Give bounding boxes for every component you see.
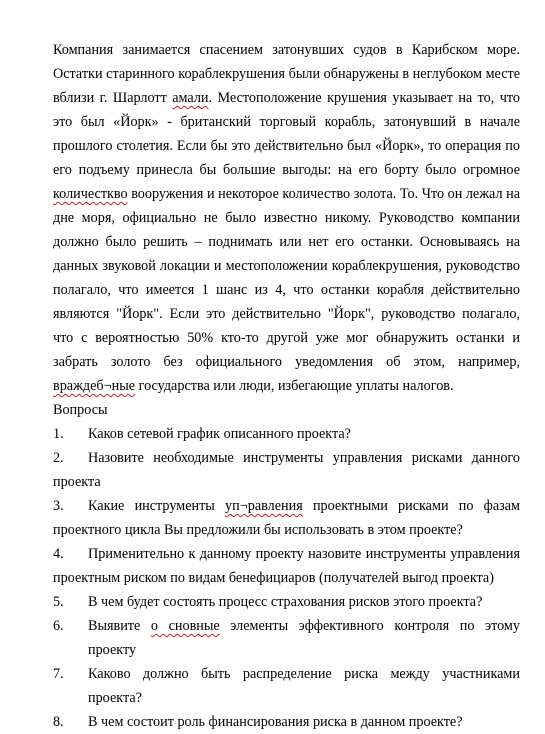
misspelled-word[interactable]: количесткво bbox=[53, 186, 128, 202]
paragraph-text: вооружения и некоторое количество золота. То. Что он лежал на дне моря, официально не было известно никому. Руководство компании должно было решить – поднимать или нет его останки. Основываясь на данных звуковой локации и местоположении кораблекрушения, руководство полагало, что имеется 1 шанс из 4, что останки корабля действительно являются "Йорк". Если это действительно "Йорк", руководство полагало, что с вероятностью 50% кто-то другой уже мог обнаружить останки и забрать золото без официального уведомления об этом, например, bbox=[53, 186, 520, 370]
misspelled-word[interactable]: амали bbox=[172, 90, 209, 106]
question-text: В чем будет состоять процесс страхования рисков этого проекта? bbox=[88, 594, 483, 610]
misspelled-word[interactable]: уп¬равления bbox=[225, 498, 303, 514]
question-text: Применительно к данному проекту назовите инструменты управления проектным риском по видам бенефициаров (получателей выгод проекта) bbox=[53, 546, 520, 586]
question-text: Каково должно быть распределение риска между участниками проекта? bbox=[88, 666, 520, 706]
question-item bbox=[53, 710, 520, 734]
question-item bbox=[53, 422, 520, 446]
paragraph-text: Компания занимается спасением затонувших судов в Карибском море. Остатки старинного кораблекрушения были обнаружены в неглубоком месте вблизи г. Шарлотт bbox=[53, 42, 520, 106]
misspelled-word[interactable]: враждеб¬ные bbox=[53, 378, 136, 394]
question-item bbox=[53, 590, 520, 614]
question-number: 1. bbox=[53, 426, 64, 442]
question-number: 4. bbox=[53, 546, 64, 562]
question-text-part: Выявите bbox=[88, 618, 151, 634]
question-item bbox=[53, 494, 520, 542]
question-text: Назовите необходимые инструменты управления рисками данного проекта bbox=[53, 450, 520, 490]
question-number: 8. bbox=[53, 714, 64, 730]
question-item bbox=[53, 662, 520, 710]
question-item bbox=[53, 446, 520, 494]
questions-heading: Вопросы bbox=[53, 402, 108, 418]
question-number: 7. bbox=[53, 666, 64, 682]
question-text-part: элементы эффективного контроля по этому проекту bbox=[88, 618, 521, 658]
paragraph-text: государства или люди, избегающие уплаты налогов. bbox=[135, 378, 454, 394]
document-page bbox=[53, 38, 520, 734]
question-number: 6. bbox=[53, 618, 64, 634]
misspelled-word[interactable]: о сновные bbox=[150, 618, 220, 634]
question-number: 3. bbox=[53, 498, 64, 514]
question-number: 2. bbox=[53, 450, 64, 466]
paragraph-text: . Местоположение крушения указывает на то, что это был «Йорк» - британский торговый корабль, затонувший в начале прошлого столетия. Если бы это действительно был «Йорк», то операция по его подъему принесла бы большие выгоды: на его борту было огромное bbox=[53, 90, 520, 178]
question-item bbox=[53, 542, 520, 590]
question-number: 5. bbox=[53, 594, 64, 610]
question-text: В чем состоит роль финансирования риска в данном проекте? bbox=[88, 714, 463, 730]
question-item bbox=[53, 614, 520, 662]
question-text: Каков сетевой график описанного проекта? bbox=[88, 426, 351, 442]
question-text bbox=[88, 614, 520, 662]
case-description-paragraph bbox=[53, 38, 520, 398]
question-text: Какие инструменты bbox=[88, 498, 226, 514]
question-text: проектными рисками по фазам проектного цикла Вы предложили бы использовать в этом проекте? bbox=[53, 498, 521, 538]
